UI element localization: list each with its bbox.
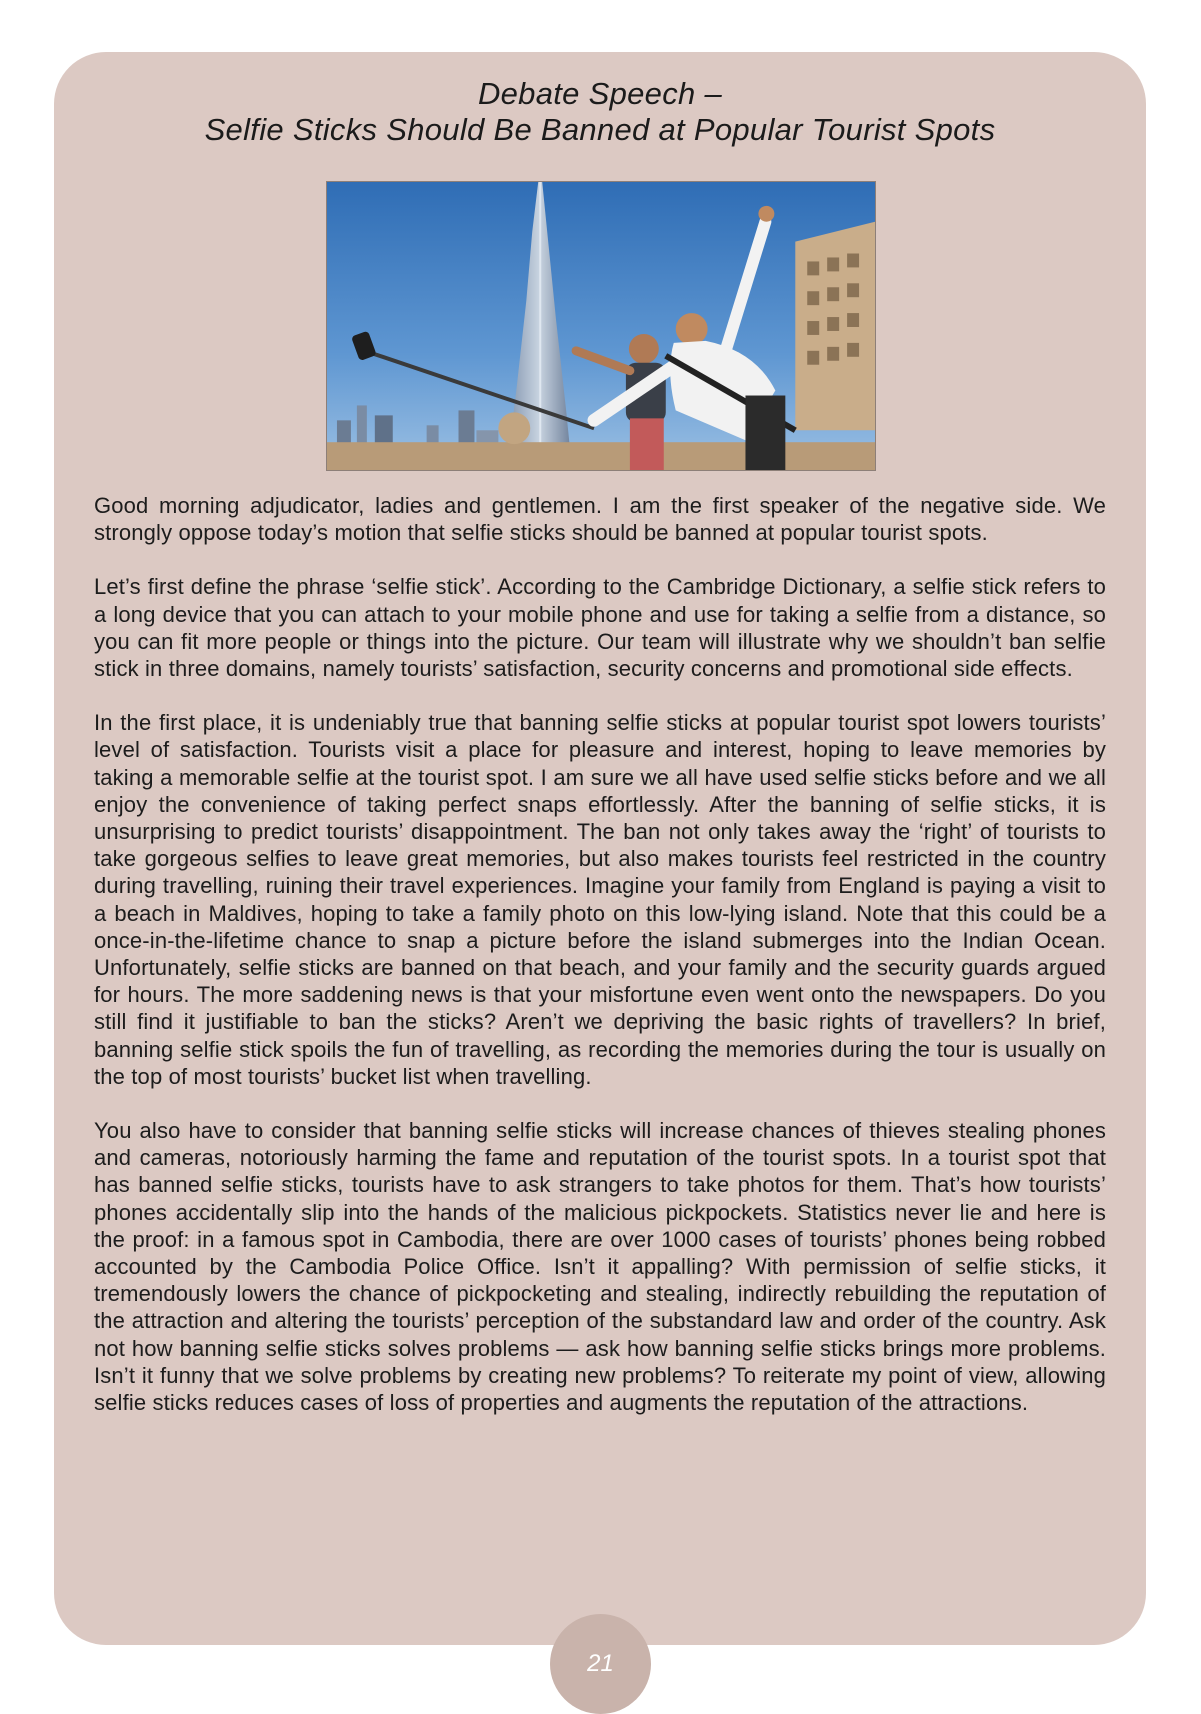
paragraph-security: You also have to consider that banning selfie sticks will increase chances of thieves stealing phones and cameras, notoriously harming the fame and reputation of the tourist spots. In a tourist spot that has banned selfie sticks, tourists have to ask strangers to take photos for them. That’s how tourists’ phones accidentally slip into the hands of the malicious pickpockets. Statistics never lie and here is the proof: in a famous spot in Cambodia, there are over 1000 cases of tourists’ phones being robbed accounted by the Cambodia Police Office. Isn’t it appalling? With permission of selfie sticks, it tremendously lowers the chance of pickpocketing and stealing, indirectly rebuilding the reputation of the attraction and altering the tourists’ perception of the substandard law and order of the country. Ask not how banning selfie sticks solves problems — ask how banning selfie sticks brings more problems. Isn’t it funny that we solve problems by creating new problems? To reiterate my point of view, allowing selfie sticks reduces cases of loss of properties and augments the reputation of the attractions. [94,1118,1106,1416]
page-title [54,76,1146,148]
title-line-1: Debate Speech – [477,76,723,111]
paragraph-satisfaction: In the first place, it is undeniably true that banning selfie sticks at popular tourist spot lowers tourists’ level of satisfaction. Tourists visit a place for pleasure and interest, hoping to leave memories by taking a memorable selfie at the tourist spot. I am sure we all have used selfie sticks before and we all enjoy the convenience of taking perfect snaps effortlessly. After the banning of selfie sticks, it is unsurprising to predict tourists’ disappointment. The ban not only takes away the ‘right’ of tourists to take gorgeous selfies to leave great memories, but also makes tourists feel restricted in the country during travelling, ruining their travel experiences. Imagine your family from England is paying a visit to a beach in Maldives, hoping to take a family photo on this low-lying island. Note that this could be a once-in-the-lifetime chance to snap a picture before the island submerges into the Indian Ocean. Unfortunately, selfie sticks are banned on that beach, and your family and the security guards argued for hours. The more saddening news is that your misfortune even went onto the newspapers. Do you still find it justifiable to ban the sticks? Aren’t we depriving the basic rights of travellers? In brief, banning selfie stick spoils the fun of travelling, as recording the memories during the tour is usually on the top of most tourists’ bucket list when travelling. [94,710,1106,1089]
paragraph-definition: Let’s first define the phrase ‘selfie stick’. According to the Cambridge Dictionary, a selfie stick refers to a long device that you can attach to your mobile phone and use for taking a selfie from a distance, so you can fit more people or things into the picture. Our team will illustrate why we shouldn’t ban selfie stick in three domains, namely tourists’ satisfaction, security concerns and promotional side effects. [94,574,1106,682]
title-line-2: Selfie Sticks Should Be Banned at Popular Tourist Spots [204,112,996,147]
photo-illustration [327,182,875,470]
page-number: 21 [587,1650,614,1677]
page-number-badge [550,1614,651,1714]
selfie-stick-photo [326,181,876,471]
page-card [54,52,1146,1645]
speech-body [94,492,1106,1443]
paragraph-intro: Good morning adjudicator, ladies and gentlemen. I am the first speaker of the negative side. We strongly oppose today’s motion that selfie sticks should be banned at popular tourist spots. [94,493,1106,546]
